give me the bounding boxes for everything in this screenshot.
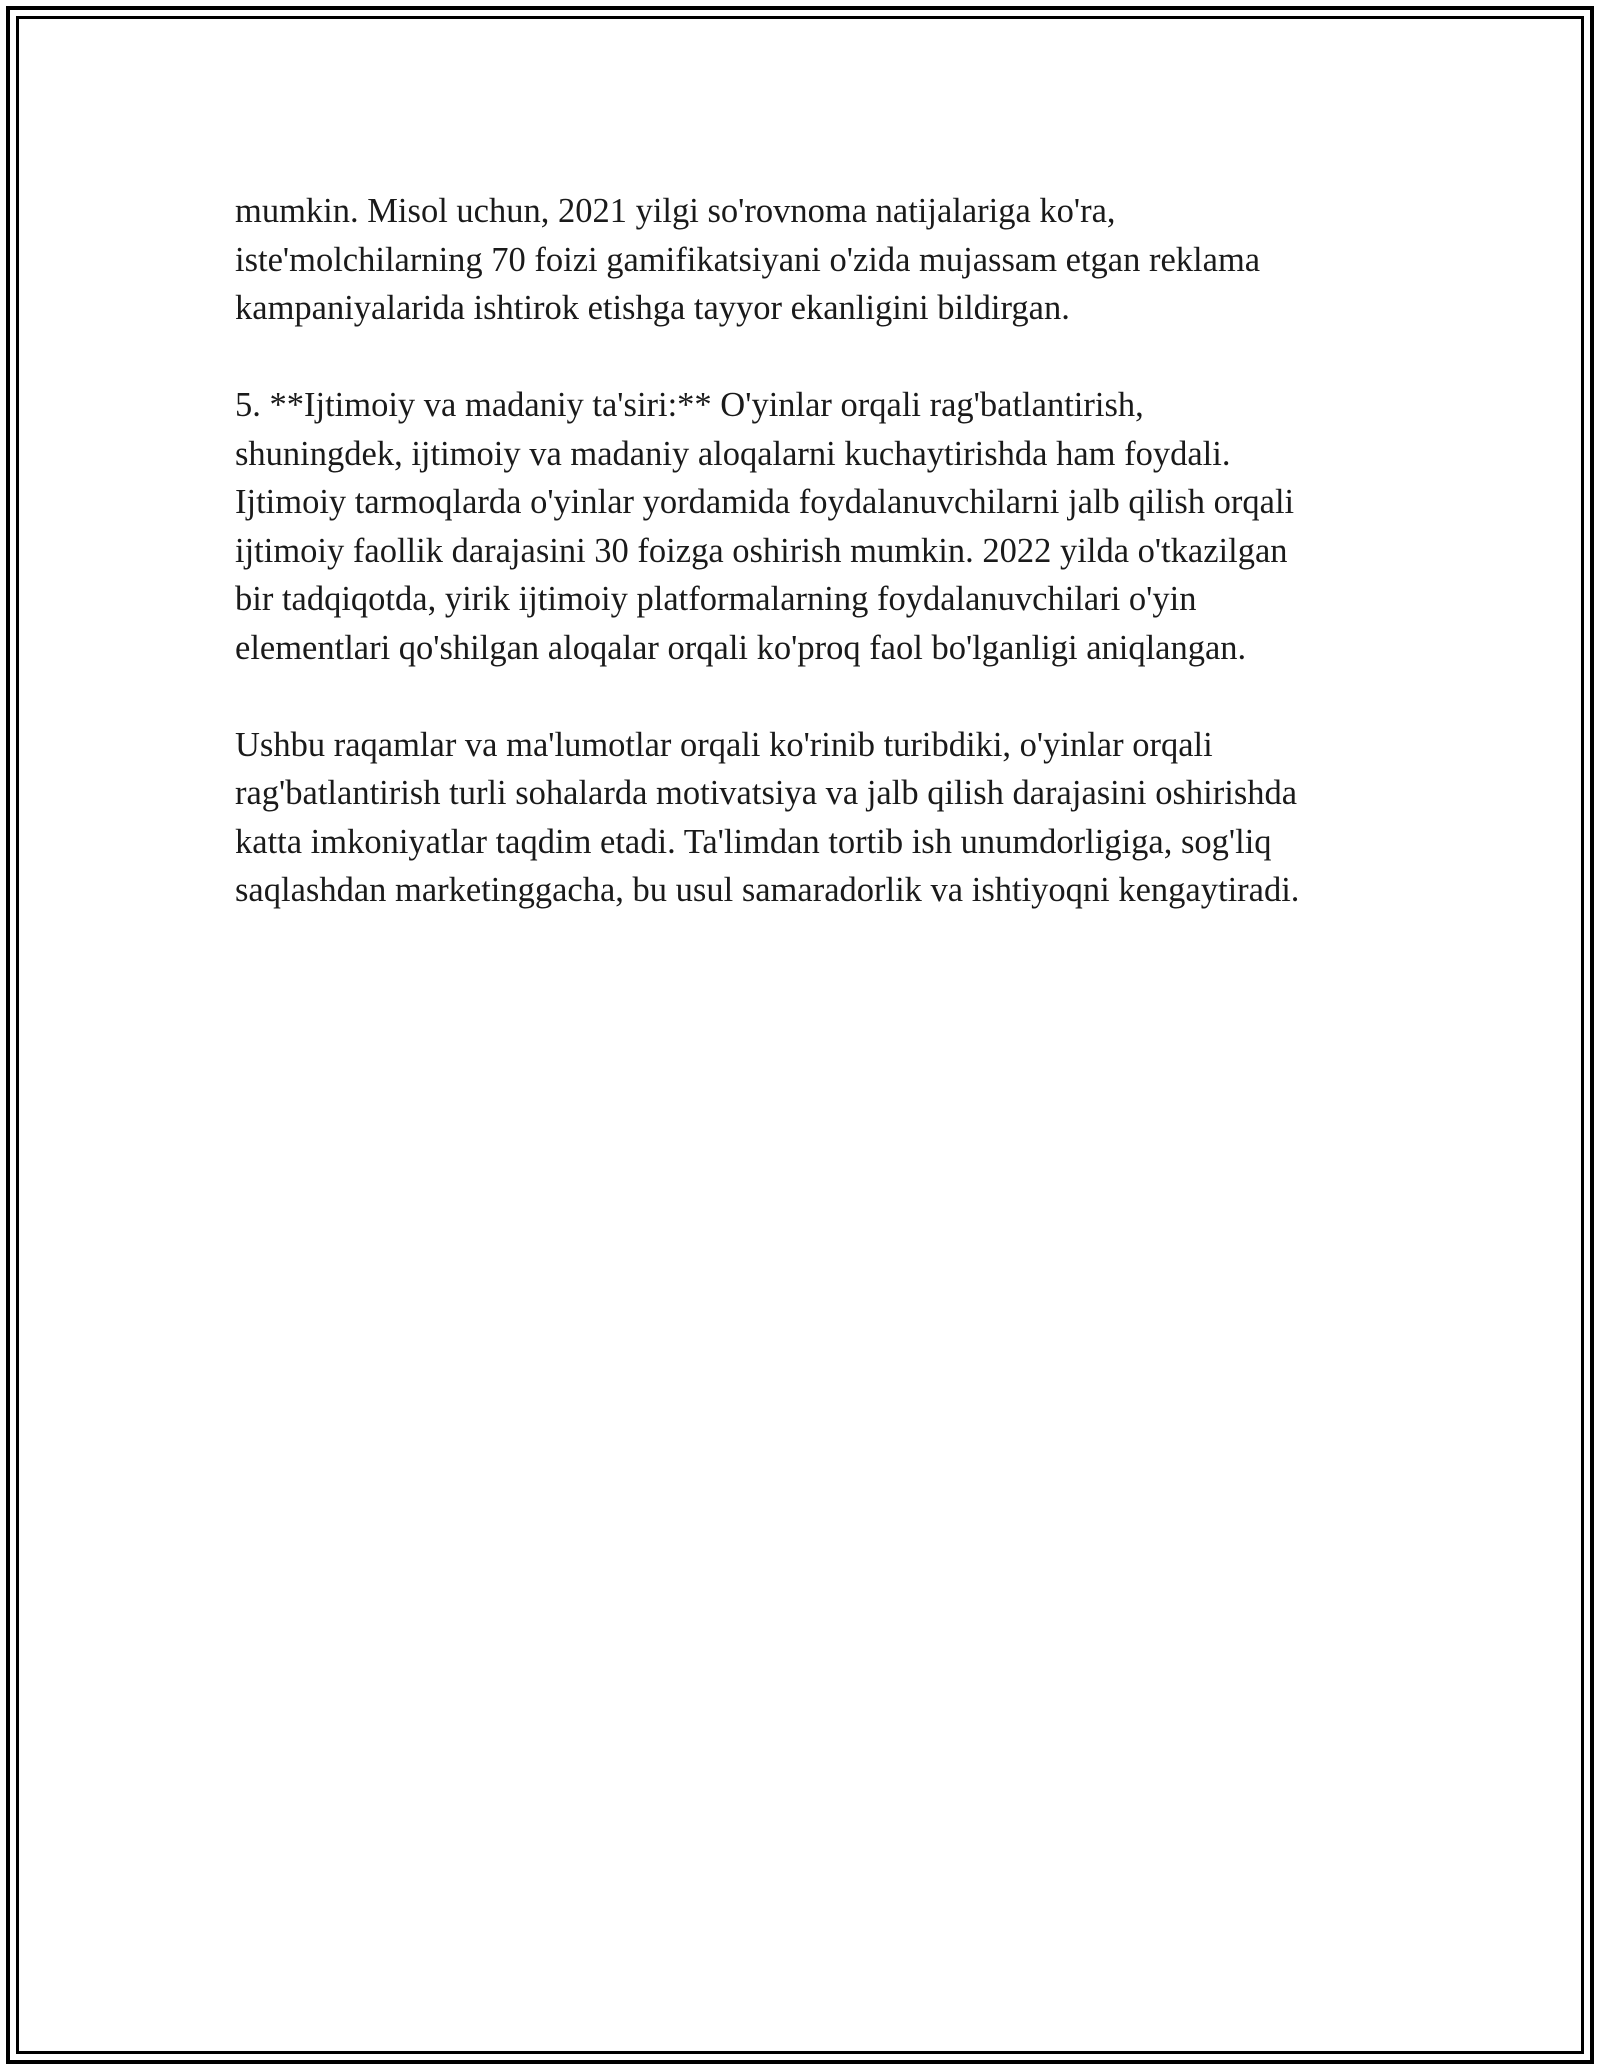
text-line: shuningdek, ijtimoiy va madaniy aloqalarni kuchaytirishda ham foydali.: [235, 434, 1231, 473]
text-line: katta imkoniyatlar taqdim etadi. Ta'limdan tortib ish unumdorligiga, sog'liq: [235, 822, 1272, 861]
text-line: rag'batlantirish turli sohalarda motivatsiya va jalb qilish darajasini oshirishda: [235, 774, 1298, 812]
paragraph-conclusion: [235, 721, 1415, 915]
text-line: mumkin. Misol uchun, 2021 yilgi so'rovnoma natijalariga ko'ra,: [235, 192, 1116, 230]
text-line: Ijtimoiy tarmoqlarda o'yinlar yordamida foydalanuvchilarni jalb qilish orqali: [235, 483, 1295, 521]
text-line: iste'molchilarning 70 foizi gamifikatsiyani o'zida mujassam etgan reklama: [235, 240, 1261, 279]
document-body: [235, 187, 1415, 963]
paragraph-social-cultural-impact: [235, 381, 1415, 672]
text-line: ijtimoiy faollik darajasini 30 foizga oshirish mumkin. 2022 yilda o'tkazilgan: [235, 531, 1288, 570]
text-line: Ushbu raqamlar va ma'lumotlar orqali ko'rinib turibdiki, o'yinlar orqali: [235, 725, 1213, 764]
text-line: 5. **Ijtimoiy va madaniy ta'siri:** O'yinlar orqali rag'batlantirish,: [235, 386, 1144, 424]
text-line: elementlari qo'shilgan aloqalar orqali ko'proq faol bo'lganligi aniqlangan.: [235, 628, 1247, 667]
text-line: kampaniyalarida ishtirok etishga tayyor ekanligini bildirgan.: [235, 289, 1070, 327]
text-line: saqlashdan marketinggacha, bu usul samaradorlik va ishtiyoqni kengaytiradi.: [235, 871, 1300, 909]
text-line: bir tadqiqotda, yirik ijtimoiy platformalarning foydalanuvchilari o'yin: [235, 580, 1197, 618]
paragraph-survey-results: [235, 187, 1415, 333]
